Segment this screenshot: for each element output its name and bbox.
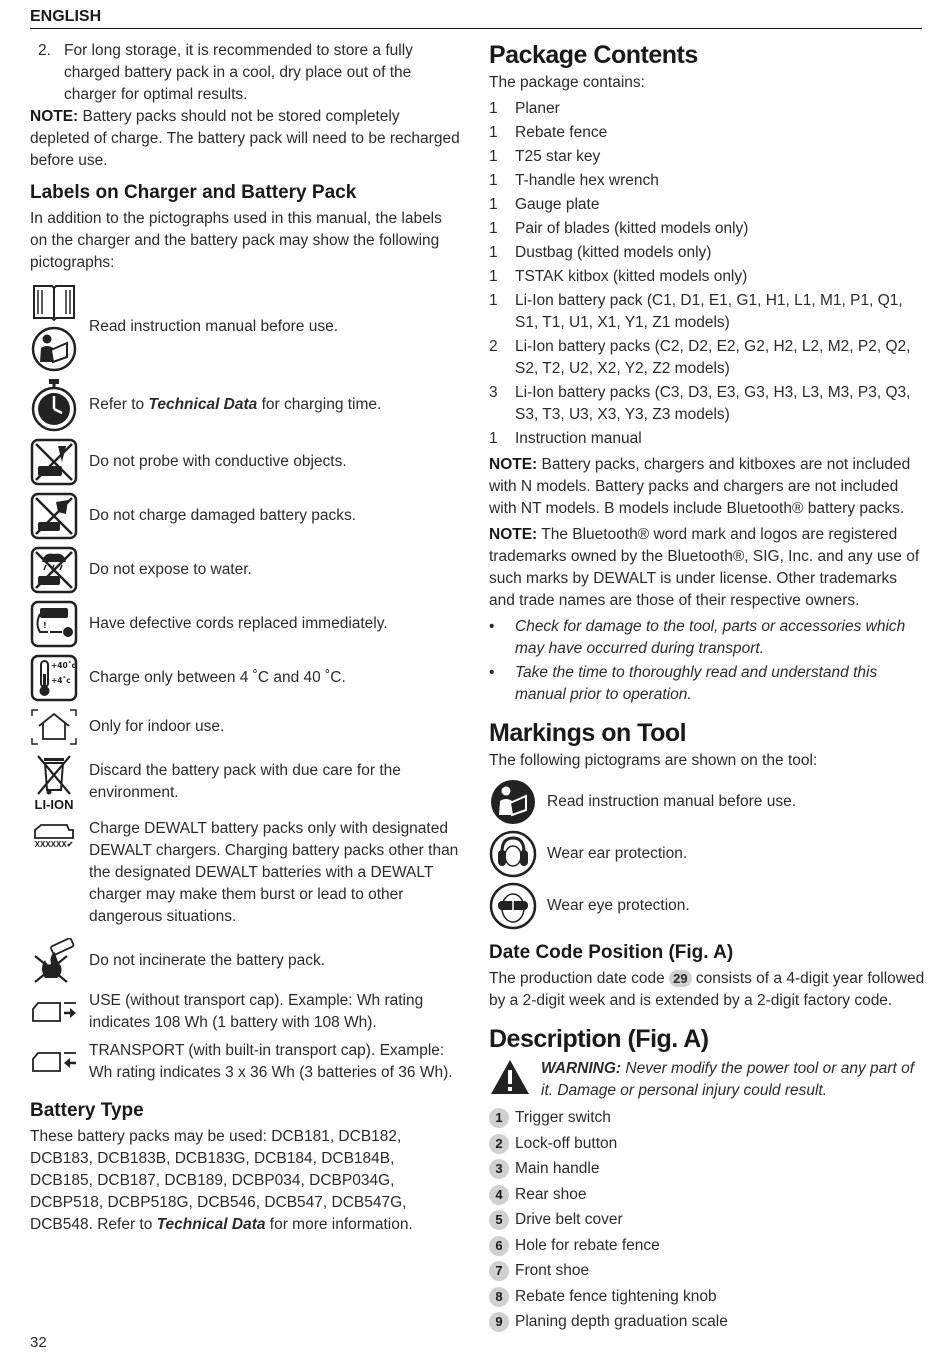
li-ion-label: LI-ION [34, 797, 74, 812]
date-code-heading: Date Code Position (Fig. A) [489, 942, 734, 963]
battery-transport-icon [30, 1047, 78, 1077]
component-number-badge: 6 [489, 1236, 509, 1256]
open-book-icon [31, 282, 77, 322]
component-name: Drive belt cover [515, 1211, 623, 1228]
description-item [489, 1286, 925, 1308]
battery-tech-ref: Technical Data [156, 1216, 266, 1233]
package-item [489, 336, 925, 380]
component-name: Lock-off button [515, 1134, 618, 1152]
package-item [489, 170, 925, 192]
marking-eye-protection-text: Wear eye protection. [547, 897, 690, 914]
package-qty: 2 [489, 338, 498, 355]
package-item-text: Planer [515, 100, 560, 117]
charger-battery-icon [31, 822, 77, 840]
component-name: Main handle [515, 1160, 600, 1177]
package-qty: 1 [489, 148, 498, 165]
picto-damaged-text: Do not charge damaged battery packs. [89, 507, 357, 524]
warning-block [489, 1058, 925, 1103]
page-number: 32 [30, 1334, 47, 1351]
description-item [489, 1133, 925, 1155]
no-fire-icon [31, 938, 77, 984]
package-item-text: T-handle hex wrench [515, 172, 659, 189]
marking-eye-protection [489, 882, 925, 930]
date-code-text [489, 968, 925, 1012]
component-name: Front shoe [515, 1262, 590, 1279]
picto-use-text: USE (without transport cap). Example: Wh rating indicates 108 Wh (1 battery with 108 Wh). [89, 992, 424, 1031]
picto-indoor [30, 708, 460, 746]
bullet-text: Take the time to thoroughly read and understand this manual prior to operation. [515, 664, 878, 703]
battery-type-heading: Battery Type [30, 1100, 144, 1121]
defective-cord-icon [30, 600, 78, 648]
picto-cords-text: Have defective cords replaced immediately. [89, 615, 388, 632]
picto-dewalt-charger [30, 818, 460, 928]
package-qty: 1 [489, 430, 498, 447]
picto-no-probe-text: Do not probe with conductive objects. [89, 453, 347, 470]
package-item-text: Instruction manual [515, 430, 642, 447]
battery-type-text [30, 1126, 460, 1236]
bullet-item [489, 616, 925, 660]
package-qty: 1 [489, 292, 498, 309]
marking-ear-protection [489, 830, 925, 878]
warning-triangle-icon [489, 1058, 531, 1096]
description-item [489, 1107, 925, 1129]
labels-intro: In addition to the pictographs used in this manual, the labels on the charger and the battery pack may show the following pictographs: [30, 210, 442, 271]
package-qty: 1 [489, 268, 498, 285]
package-item [489, 428, 925, 450]
picto-indoor-text: Only for indoor use. [89, 718, 225, 735]
description-heading: Description (Fig. A) [489, 1025, 709, 1053]
picto-charging-time-text: for charging time. [257, 396, 382, 413]
note1-label: NOTE: [489, 456, 538, 473]
component-name: Trigger switch [515, 1109, 611, 1126]
package-item [489, 266, 925, 288]
description-item [489, 1184, 925, 1206]
eye-protection-icon [489, 882, 537, 930]
package-item [489, 242, 925, 264]
xxxxxx-label: XXXXXX✔ [34, 840, 74, 849]
svg-text:+4˚c: +4˚c [51, 676, 71, 685]
picto-transport [30, 1040, 460, 1084]
description-item [489, 1235, 925, 1257]
package-item-text: Rebate fence [515, 124, 608, 141]
component-number-badge: 4 [489, 1185, 509, 1205]
component-number-badge: 2 [489, 1134, 509, 1154]
bullet-mark: • [489, 664, 495, 681]
description-item [489, 1311, 925, 1333]
note-bluetooth [489, 524, 925, 612]
description-item [489, 1158, 925, 1180]
indoor-house-icon [30, 708, 78, 746]
component-number-badge: 8 [489, 1287, 509, 1307]
note-n-models [489, 454, 925, 520]
no-probe-icon [30, 438, 78, 486]
storage-text: For long storage, it is recommended to store a fully charged battery pack in a cool, dry place out of the charger for optimal results. [64, 42, 413, 103]
picto-temperature [30, 654, 460, 702]
bullet-item [489, 662, 925, 706]
package-item [489, 122, 925, 144]
damaged-battery-icon [30, 492, 78, 540]
header-rule [30, 28, 922, 29]
warning-label: WARNING: [541, 1060, 622, 1077]
picto-read-manual-text: Read instruction manual before use. [89, 318, 339, 335]
ear-protection-icon [489, 830, 537, 878]
storage-note [30, 106, 460, 172]
note2-text: The Bluetooth® word mark and logos are registered trademarks owned by the Bluetooth®, SIG, Inc. and any use of such marks by DEWALT is under license. Other trademarks and trade names are those of their respective owners. [489, 526, 920, 609]
component-number-badge: 1 [489, 1108, 509, 1128]
note2-label: NOTE: [489, 526, 538, 543]
left-column [30, 40, 460, 1240]
crossed-bin-icon [34, 752, 74, 798]
bullet-text: Check for damage to the tool, parts or accessories which may have occurred during transport. [515, 618, 906, 657]
markings-heading: Markings on Tool [489, 719, 687, 747]
svg-text:+40˚c: +40˚c [51, 661, 76, 670]
package-item [489, 382, 925, 426]
technical-data-ref: Technical Data [148, 396, 258, 413]
picto-no-probe [30, 438, 460, 486]
package-item [489, 194, 925, 216]
note-text: Battery packs should not be stored completely depleted of charge. The battery pack will need to be recharged before use. [30, 108, 460, 169]
marking-read-manual [489, 778, 925, 826]
warning-text: Never modify the power tool or any part of it. Damage or personal injury could result. [541, 1060, 914, 1099]
bullet-mark: • [489, 618, 495, 635]
picto-read-manual [30, 282, 460, 372]
labels-heading: Labels on Charger and Battery Pack [30, 182, 357, 203]
package-qty: 1 [489, 124, 498, 141]
read-manual-icon [31, 326, 77, 372]
picto-transport-text: TRANSPORT (with built-in transport cap). Example: Wh rating indicates 3 x 36 Wh (3 batteries of 36 Wh). [89, 1042, 453, 1081]
thermometer-icon [30, 654, 78, 702]
package-item [489, 218, 925, 240]
package-qty: 1 [489, 196, 498, 213]
component-number-badge: 3 [489, 1159, 509, 1179]
picto-temperature-text: Charge only between 4 ˚C and 40 ˚C. [89, 669, 346, 686]
package-qty: 1 [489, 100, 498, 117]
component-name: Rebate fence tightening knob [515, 1287, 717, 1305]
component-number-badge: 7 [489, 1261, 509, 1281]
component-name: Hole for rebate fence [515, 1236, 660, 1254]
picto-discard [30, 752, 460, 812]
battery-list: These battery packs may be used: DCB181, DCB182, DCB183, DCB183B, DCB183G, DCB184, DCB184B, DCB185, DCB187, DCB189, DCBP034, DCBP034G, DCBP518, DCBP518G, DCB546, DCB547, DCB547G, DCB548. Refer to [30, 1128, 407, 1233]
storage-item [30, 40, 460, 106]
picto-water [30, 546, 460, 594]
picto-discard-text: Discard the battery pack with due care for the environment. [89, 762, 401, 801]
marking-ear-protection-text: Wear ear protection. [547, 845, 688, 862]
component-number-badge: 9 [489, 1312, 509, 1332]
note1-text: Battery packs, chargers and kitboxes are not included with N models. Battery packs and chargers are not included with NT models. B models include Bluetooth® battery packs. [489, 456, 911, 517]
package-item-text: Dustbag (kitted models only) [515, 244, 712, 261]
package-item-text: Li-Ion battery packs (C2, D2, E2, G2, H2, L2, M2, P2, Q2, S2, T2, U2, X2, Y2, Z2 models) [515, 338, 911, 377]
picto-dewalt-charger-text: Charge DEWALT battery packs only with designated DEWALT chargers. Charging battery packs other than the designated DEWALT batteries with a DEWALT charger may make them burst or lead to other dangerous situations. [89, 820, 459, 925]
picto-damaged [30, 492, 460, 540]
date-text-b: consists of a 4-digit year followed by a 2-digit week and is extended by a 2-digit factory code. [489, 970, 925, 1009]
date-text-a: The production date code [489, 970, 670, 987]
description-item [489, 1260, 925, 1282]
component-name: Planing depth graduation scale [515, 1313, 728, 1330]
right-column [489, 40, 925, 1337]
package-item-text: T25 star key [515, 148, 601, 165]
marking-read-manual-text: Read instruction manual before use. [547, 793, 797, 810]
component-number-badge: 5 [489, 1210, 509, 1230]
picto-incinerate [30, 938, 460, 984]
stopwatch-icon [30, 378, 78, 432]
description-list [489, 1107, 925, 1333]
picto-cords [30, 600, 460, 648]
picto-refer-to: Refer to [89, 396, 149, 413]
package-qty: 1 [489, 172, 498, 189]
svg-text:!: ! [43, 621, 47, 630]
battery-use-icon [30, 997, 78, 1027]
package-item-text: Li-Ion battery packs (C3, D3, E3, G3, H3, L3, M3, P3, Q3, S3, T3, U3, X3, Y3, Z3 models) [515, 384, 911, 423]
battery-tail: for more information. [265, 1216, 413, 1233]
package-contents-heading: Package Contents [489, 41, 698, 69]
markings-intro: The following pictograms are shown on the tool: [489, 752, 818, 769]
picto-incinerate-text: Do not incinerate the battery pack. [89, 952, 326, 969]
language-header: ENGLISH [30, 8, 102, 25]
package-item-text: Li-Ion battery pack (C1, D1, E1, G1, H1, L1, M1, P1, Q1, S1, T1, U1, X1, Y1, Z1 models) [515, 292, 903, 331]
description-item [489, 1209, 925, 1231]
package-item-text: TSTAK kitbox (kitted models only) [515, 268, 748, 285]
package-item-text: Gauge plate [515, 196, 600, 213]
picto-use [30, 990, 460, 1034]
date-code-badge: 29 [669, 970, 691, 987]
package-qty: 1 [489, 244, 498, 261]
no-water-icon [30, 546, 78, 594]
package-item [489, 290, 925, 334]
picto-water-text: Do not expose to water. [89, 561, 252, 578]
package-list [489, 98, 925, 450]
package-item [489, 146, 925, 168]
package-item [489, 98, 925, 120]
package-intro: The package contains: [489, 74, 645, 91]
picto-charging-time [30, 378, 460, 432]
read-manual-icon [489, 778, 537, 826]
note-label: NOTE: [30, 108, 79, 125]
storage-number: 2. [38, 42, 51, 59]
package-qty: 3 [489, 384, 498, 401]
package-item-text: Pair of blades (kitted models only) [515, 220, 749, 237]
package-qty: 1 [489, 220, 498, 237]
component-name: Rear shoe [515, 1185, 587, 1203]
